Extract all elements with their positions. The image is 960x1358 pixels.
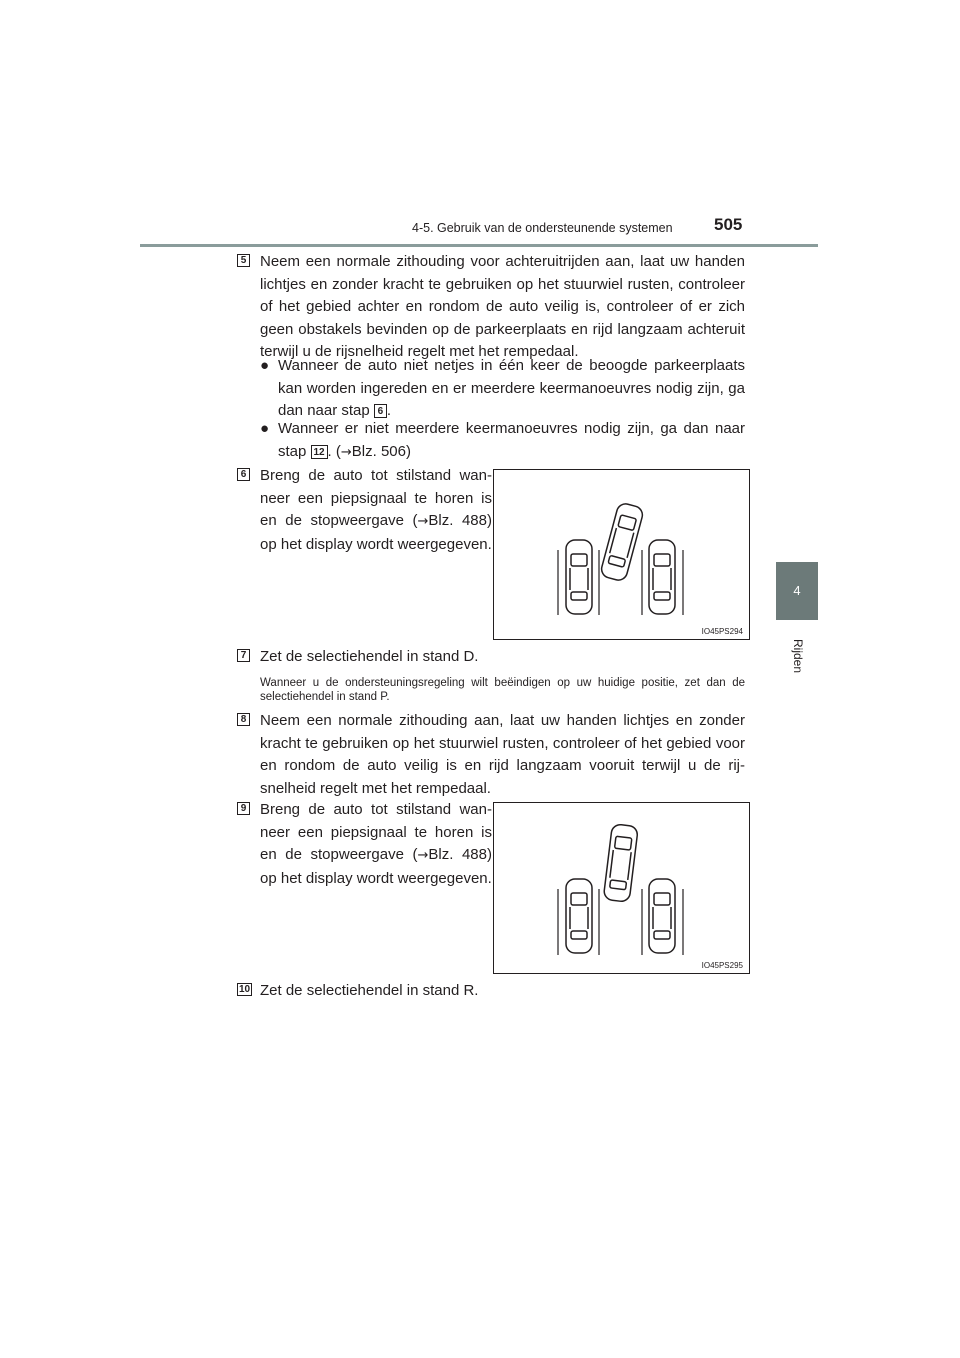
section-title: 4-5. Gebruik van de ondersteunende systemen: [412, 221, 673, 235]
arrow-icon: →: [417, 514, 429, 529]
parked-car-left: [566, 879, 592, 953]
parking-figure-2: [493, 802, 750, 974]
step-number-8: 8: [237, 713, 250, 726]
page-link[interactable]: Blz. 488) op het display wordt weergegeven.: [260, 846, 492, 887]
header-divider: [140, 244, 818, 247]
step-7-note: Wanneer u de ondersteuningsregeling wilt beëindigen op uw huidige positie, zet dan de selectiehendel in stand P.: [260, 677, 745, 703]
figure-code: IO45PS295: [701, 961, 743, 970]
bullet-icon: ●: [260, 420, 270, 437]
parking-illustration: [494, 470, 749, 639]
step-number-5: 5: [237, 254, 250, 267]
step-5-text: Neem een normale zithouding voor achteruitrijden aan, laat uw handen lichtjes en zonder kracht te gebruiken op het stuurwiel rusten, controleer of het gebied achter en rondom de auto veilig is, controleer of er zich geen obstakels bevinden op de parkeerplaats en rijd langzaam achteruit terwijl u de rijsnelheid regelt met het rempedaal.: [260, 253, 745, 360]
step-number-7: 7: [237, 649, 250, 662]
parking-illustration: [494, 803, 749, 973]
arrow-icon: →: [417, 848, 429, 863]
arrow-icon: →: [340, 444, 352, 460]
parked-car-left: [566, 540, 592, 614]
page-link[interactable]: Blz. 506): [351, 442, 411, 460]
step-10-text: Zet de selectiehendel in stand R.: [260, 982, 479, 999]
step-5-bullet-1: ● Wanneer de auto niet netjes in één keer de beoogde parkeerplaats kan worden ingereden en er meerdere keermanoeuvres nodig zijn, ga dan naar stap 6 .: [260, 357, 745, 419]
moving-car: [600, 502, 645, 582]
figure-code: IO45PS294: [701, 627, 743, 636]
step-number-9: 9: [237, 802, 250, 815]
page-number: 505: [714, 215, 743, 234]
chapter-tab[interactable]: 4: [776, 562, 818, 620]
bullet-icon: ●: [260, 357, 270, 374]
step-number-10: 10: [238, 984, 251, 995]
parked-car-right: [649, 879, 675, 953]
step-ref-6[interactable]: 6: [374, 404, 387, 418]
parking-figure-1: [493, 469, 750, 640]
step-9-text: Breng de auto tot stilstand wanneer een piepsignaal te horen is en de stopweergave (→Blz. 488) op het display wordt weergegeven.: [260, 801, 492, 887]
step-5-bullet-2: ● Wanneer er niet meerdere keermanoeuvres nodig zijn, ga dan naar stap 12 . (→Blz. 506): [260, 420, 745, 460]
moving-car: [603, 824, 638, 903]
parked-car-right: [649, 540, 675, 614]
page-link[interactable]: Blz. 488) op het display wordt weergegeven.: [260, 512, 492, 553]
step-8-text: Neem een normale zithouding aan, laat uw handen lichtjes en zonder kracht te gebruiken op het stuurwiel rusten, controleer of het gebied voor en rondom de auto veilig is en rijd langzaam vooruit terwijl u de rijsnelheid regelt met het rempedaal.: [260, 712, 745, 797]
chapter-label: Rijden: [791, 638, 805, 674]
step-ref-12[interactable]: 12: [311, 445, 328, 459]
step-6-text: Breng de auto tot stilstand wanneer een piepsignaal te horen is en de stopweergave (→Blz. 488) op het display wordt weergegeven.: [260, 467, 492, 553]
step-number-6: 6: [237, 468, 250, 481]
step-7-text: Zet de selectiehendel in stand D.: [260, 648, 479, 665]
